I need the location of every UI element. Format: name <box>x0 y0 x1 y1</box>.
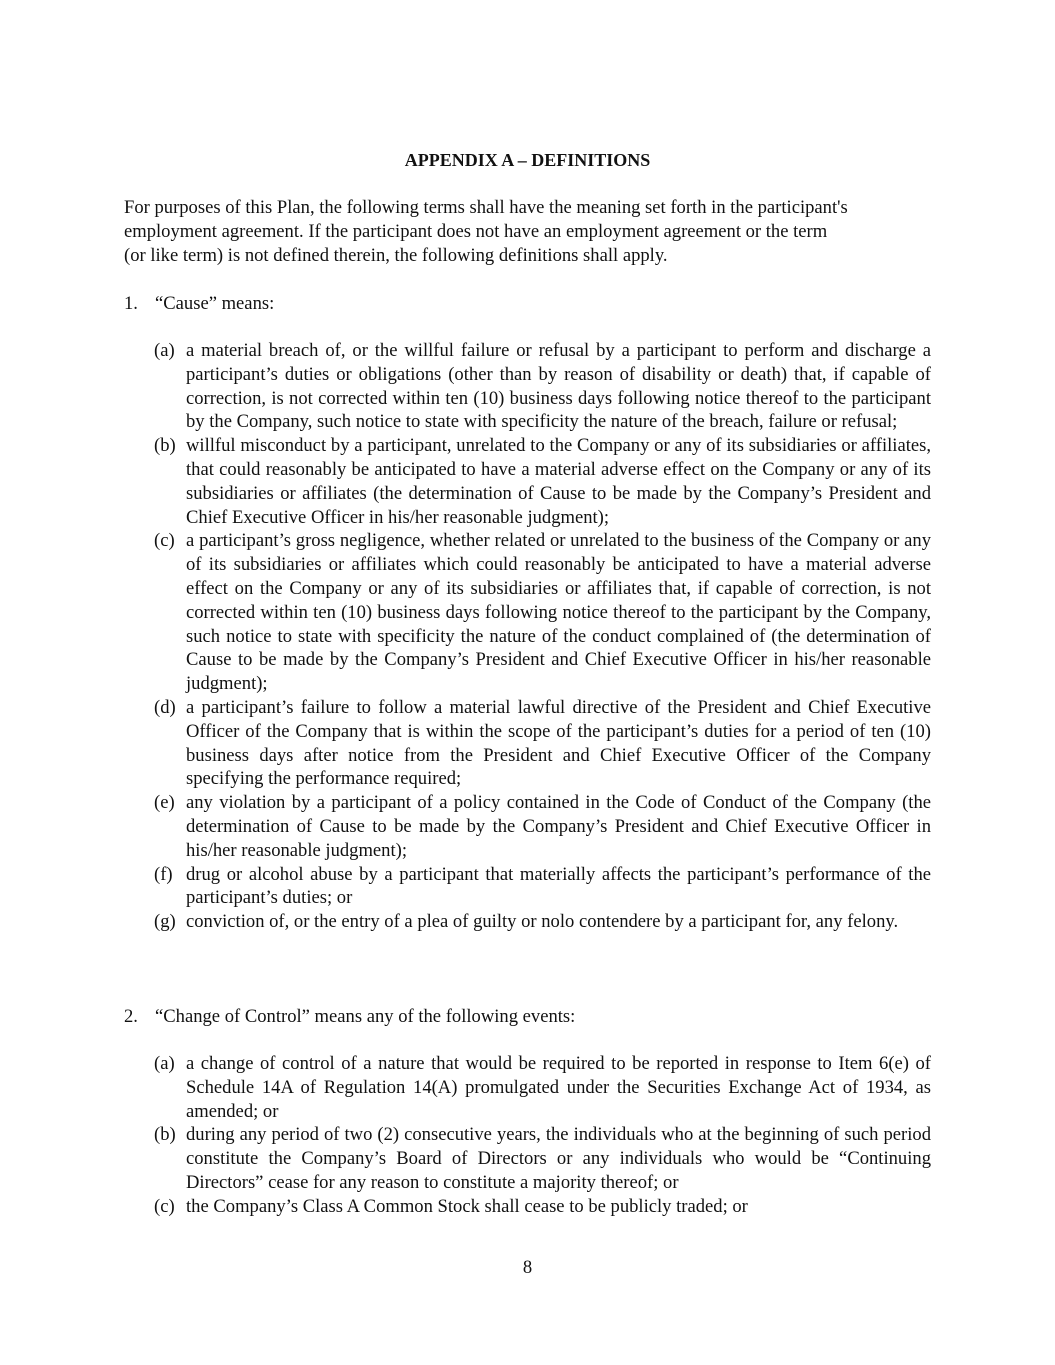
section-heading-text: “Cause” means: <box>155 293 275 314</box>
item-text: a participant’s gross negligence, whether related or unrelated to the business of the Company or any of its subsidiaries or affiliates which could reasonably be anticipated to have a material adverse effect on the Company or any of its subsidiaries or affiliates that, if capable of correction, is not corrected within ten (10) business days following notice thereof to the participant by the Company, such notice to state with specificity the nature of the conduct complained of (the determination of Cause to be made by the Company’s President and Chief Executive Officer in his/her reasonable judgment); <box>186 530 931 695</box>
item-label: (c) <box>154 530 175 552</box>
item-label: (g) <box>154 911 176 933</box>
section-number: 1. <box>124 293 138 314</box>
item-label: (a) <box>154 1053 175 1074</box>
item-label: (a) <box>154 340 175 361</box>
page-number: 8 <box>522 1257 533 1278</box>
item-text: conviction of, or the entry of a plea of guilty or nolo contendere by a participant for, any felony. <box>186 911 899 933</box>
list-item <box>154 791 931 862</box>
intro-paragraph <box>124 196 944 268</box>
item-label: (b) <box>154 435 176 457</box>
item-text: willful misconduct by a participant, unrelated to the Company or any of its subsidiaries or affiliates, that could reasonably be anticipated to have a material adverse effect on the Company or any of its subsidiaries or affiliates (the determination of Cause to be made by the Company’s President and Chief Executive Officer in his/her reasonable judgment); <box>186 435 931 528</box>
cause-definition-list <box>154 339 931 934</box>
item-label: (c) <box>154 1195 175 1217</box>
item-label: (b) <box>154 1124 176 1146</box>
list-item <box>154 910 931 934</box>
item-text: the Company’s Class A Common Stock shall cease to be publicly traded; or <box>186 1195 748 1217</box>
intro-line: employment agreement. If the participant does not have an employment agreement or the term <box>124 221 828 242</box>
section-number: 2. <box>124 1006 138 1027</box>
section-heading-change-of-control <box>124 1005 575 1029</box>
intro-line: For purposes of this Plan, the following terms shall have the meaning set forth in the participant's <box>124 197 848 218</box>
item-label: (f) <box>154 863 173 885</box>
item-text: a material breach of, or the willful failure or refusal by a participant to perform and discharge a participant’s duties or obligations (other than by reason of disability or death) that, if capable of correction, is not corrected within ten (10) business days following notice thereof to the participant by the Company, such notice to state with specificity the nature of the breach, failure or refusal; <box>186 340 931 433</box>
list-item <box>154 339 931 434</box>
page-title: APPENDIX A – DEFINITIONS <box>404 150 651 170</box>
section-heading-text: “Change of Control” means any of the following events: <box>155 1006 576 1027</box>
list-item <box>154 434 931 529</box>
list-item <box>154 696 931 791</box>
item-text: a change of control of a nature that would be required to be reported in response to Item 6(e) of Schedule 14A of Regulation 14(A) promulgated under the Securities Exchange Act of 1934, as amended; or <box>186 1053 931 1122</box>
item-text: during any period of two (2) consecutive years, the individuals who at the beginning of such period constitute the Company’s Board of Directors or any individuals who would be “Continuing Directors” cease for any reason to constitute a majority thereof; or <box>186 1124 931 1193</box>
item-label: (e) <box>154 792 175 814</box>
change-of-control-list <box>154 1052 931 1219</box>
list-item <box>154 529 931 696</box>
list-item <box>154 863 931 911</box>
item-text: any violation by a participant of a policy contained in the Code of Conduct of the Company (the determination of Cause to be made by the Company’s President and Chief Executive Officer in his/her reasonable judgment); <box>186 792 931 861</box>
item-label: (d) <box>154 696 176 718</box>
intro-line: (or like term) is not defined therein, the following definitions shall apply. <box>124 245 668 266</box>
item-text: a participant’s failure to follow a material lawful directive of the President and Chief Executive Officer of the Company that is within the scope of the participant’s duties for a period of ten (10) business days after notice from the President and Chief Executive Officer of the Company specifying the performance required; <box>186 696 931 790</box>
list-item <box>154 1195 931 1219</box>
item-text: drug or alcohol abuse by a participant that materially affects the participant’s performance of the participant’s duties; or <box>186 863 931 909</box>
section-heading-cause <box>124 292 274 316</box>
list-item <box>154 1052 931 1123</box>
list-item <box>154 1123 931 1194</box>
